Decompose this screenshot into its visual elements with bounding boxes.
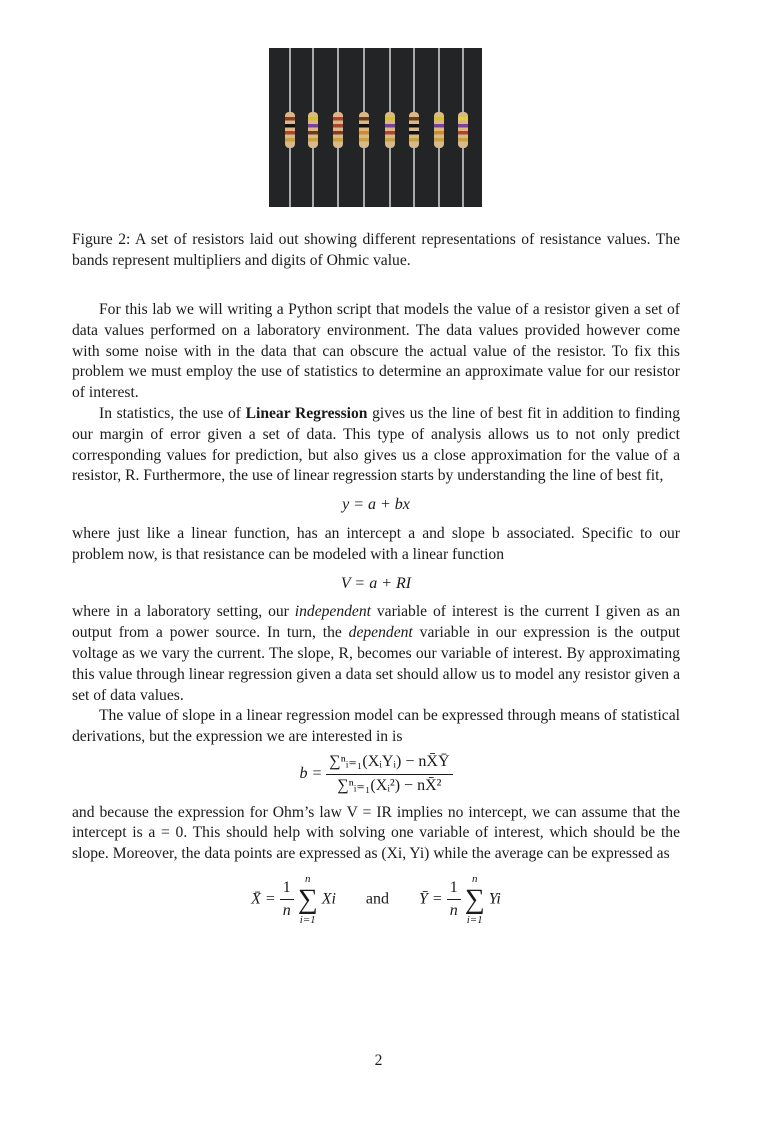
resistor-band [409, 131, 419, 135]
mean-y-term: Yi [488, 890, 501, 908]
mean-x-lhs: X̄ = [251, 890, 276, 908]
and-word: and [365, 890, 390, 908]
figure-caption: Figure 2: A set of resistors laid out showing different representations of resistance values. The bands represent multipliers and digits of Ohmic value. [72, 231, 680, 269]
resistor-figure-image [269, 48, 482, 207]
page-number: 2 [374, 1052, 383, 1069]
mean-x-fraction: $\frac{1}{n}$ [280, 878, 294, 923]
paragraph-linear-function: where just like a linear function, has an intercept a and slope b associated. Specific to our problem now, is that resistance can be modeled with a linear function [72, 524, 680, 563]
resistor-band [385, 117, 395, 121]
paragraph-intro: For this lab we will writing a Python script that models the value of a resistor given a set of data values performed on a laboratory environment. The data values provided however come with some noise with in the data that can obscure the actual value of the resistor. To fix this problem we must employ the use of statistics to determine an approximate value for our resistor of interest. [72, 301, 680, 402]
mean-x-term: Xi [321, 890, 336, 908]
slope-fraction [326, 752, 452, 797]
resistor-band [409, 117, 419, 121]
equation-means [72, 873, 680, 927]
slope-lhs: b = [299, 764, 323, 782]
paragraph-slope-intro: The value of slope in a linear regression model can be expressed through means of statistical derivations, but the expression we are interested in is [72, 707, 680, 746]
resistor-band [285, 138, 295, 142]
resistor-band [285, 124, 295, 128]
resistor-band [458, 117, 468, 121]
resistor-band [333, 117, 343, 121]
resistor-band [434, 131, 444, 135]
paragraph-lab-setting: where in a laboratory setting, our independent variable of interest is the current I given as an output from a power source. In turn, the dependent variable in our expression is the output voltage as we vary the current. The slope, R, becomes our variable of interest. By approximating this value through linear regression given a data set should allow us to model any resistor given a set of data values. [72, 603, 681, 704]
mean-y-lhs: Ȳ = [419, 890, 443, 908]
term-linear-regression: Linear Regression [245, 404, 368, 422]
resistor-band [333, 124, 343, 128]
term-dependent: dependent [348, 624, 413, 642]
equation-slope [72, 752, 680, 797]
slope-numerator: ∑ⁿᵢ₌₁(XᵢYᵢ) − nX̄Ȳ [326, 752, 452, 775]
resistor-band [458, 124, 468, 128]
resistor-band [308, 138, 318, 142]
body-text [72, 300, 680, 933]
resistor-band [434, 117, 444, 121]
resistor-band [385, 138, 395, 142]
resistor-band [308, 131, 318, 135]
resistor-band [359, 124, 369, 128]
resistor-band [333, 131, 343, 135]
equation-ohms-linear: V = a + RI [340, 574, 412, 592]
mean-x-sum: n ∑ i=1 [297, 872, 318, 926]
resistor-band [385, 131, 395, 135]
paragraph-linear-regression: In statistics, the use of Linear Regression gives us the line of best fit in addition to finding our margin of error given a set of data. This type of analysis allows us to not only predict corresponding values for prediction, but also gives us a close approximation for the value of a resistor, R. Furthermore, the use of linear regression starts by understanding the line of best fit, [72, 404, 680, 485]
resistor-band [285, 131, 295, 135]
resistor-band [333, 138, 343, 142]
resistor-band [434, 138, 444, 142]
mean-y-sum: n ∑ i=1 [464, 872, 485, 926]
resistor-band [308, 117, 318, 121]
term-independent: independent [294, 603, 371, 621]
resistor-band [359, 117, 369, 121]
resistor-band [409, 124, 419, 128]
resistor-band [359, 131, 369, 135]
slope-denominator: ∑ⁿᵢ₌₁(Xᵢ²) − nX̄² [337, 776, 442, 794]
resistor-band [409, 138, 419, 142]
mean-y-fraction: $\frac{1}{n}$ [447, 878, 461, 923]
equation-line-best-fit: y = a + bx [342, 496, 410, 514]
resistor-band [308, 124, 318, 128]
resistor-band [285, 117, 295, 121]
paragraph-ohms-law: and because the expression for Ohm’s law V = IR implies no intercept, we can assume that the intercept is a = 0. This should help with solving one variable of interest, which should be the slope. Moreover, the data points are expressed as (Xi, Yi) while the average can be expressed as [72, 803, 680, 863]
resistor-photo-illustration [269, 48, 482, 207]
resistor-band [458, 131, 468, 135]
resistor-band [434, 124, 444, 128]
resistor-band [385, 124, 395, 128]
resistor-band [359, 138, 369, 142]
resistor-band [458, 138, 468, 142]
